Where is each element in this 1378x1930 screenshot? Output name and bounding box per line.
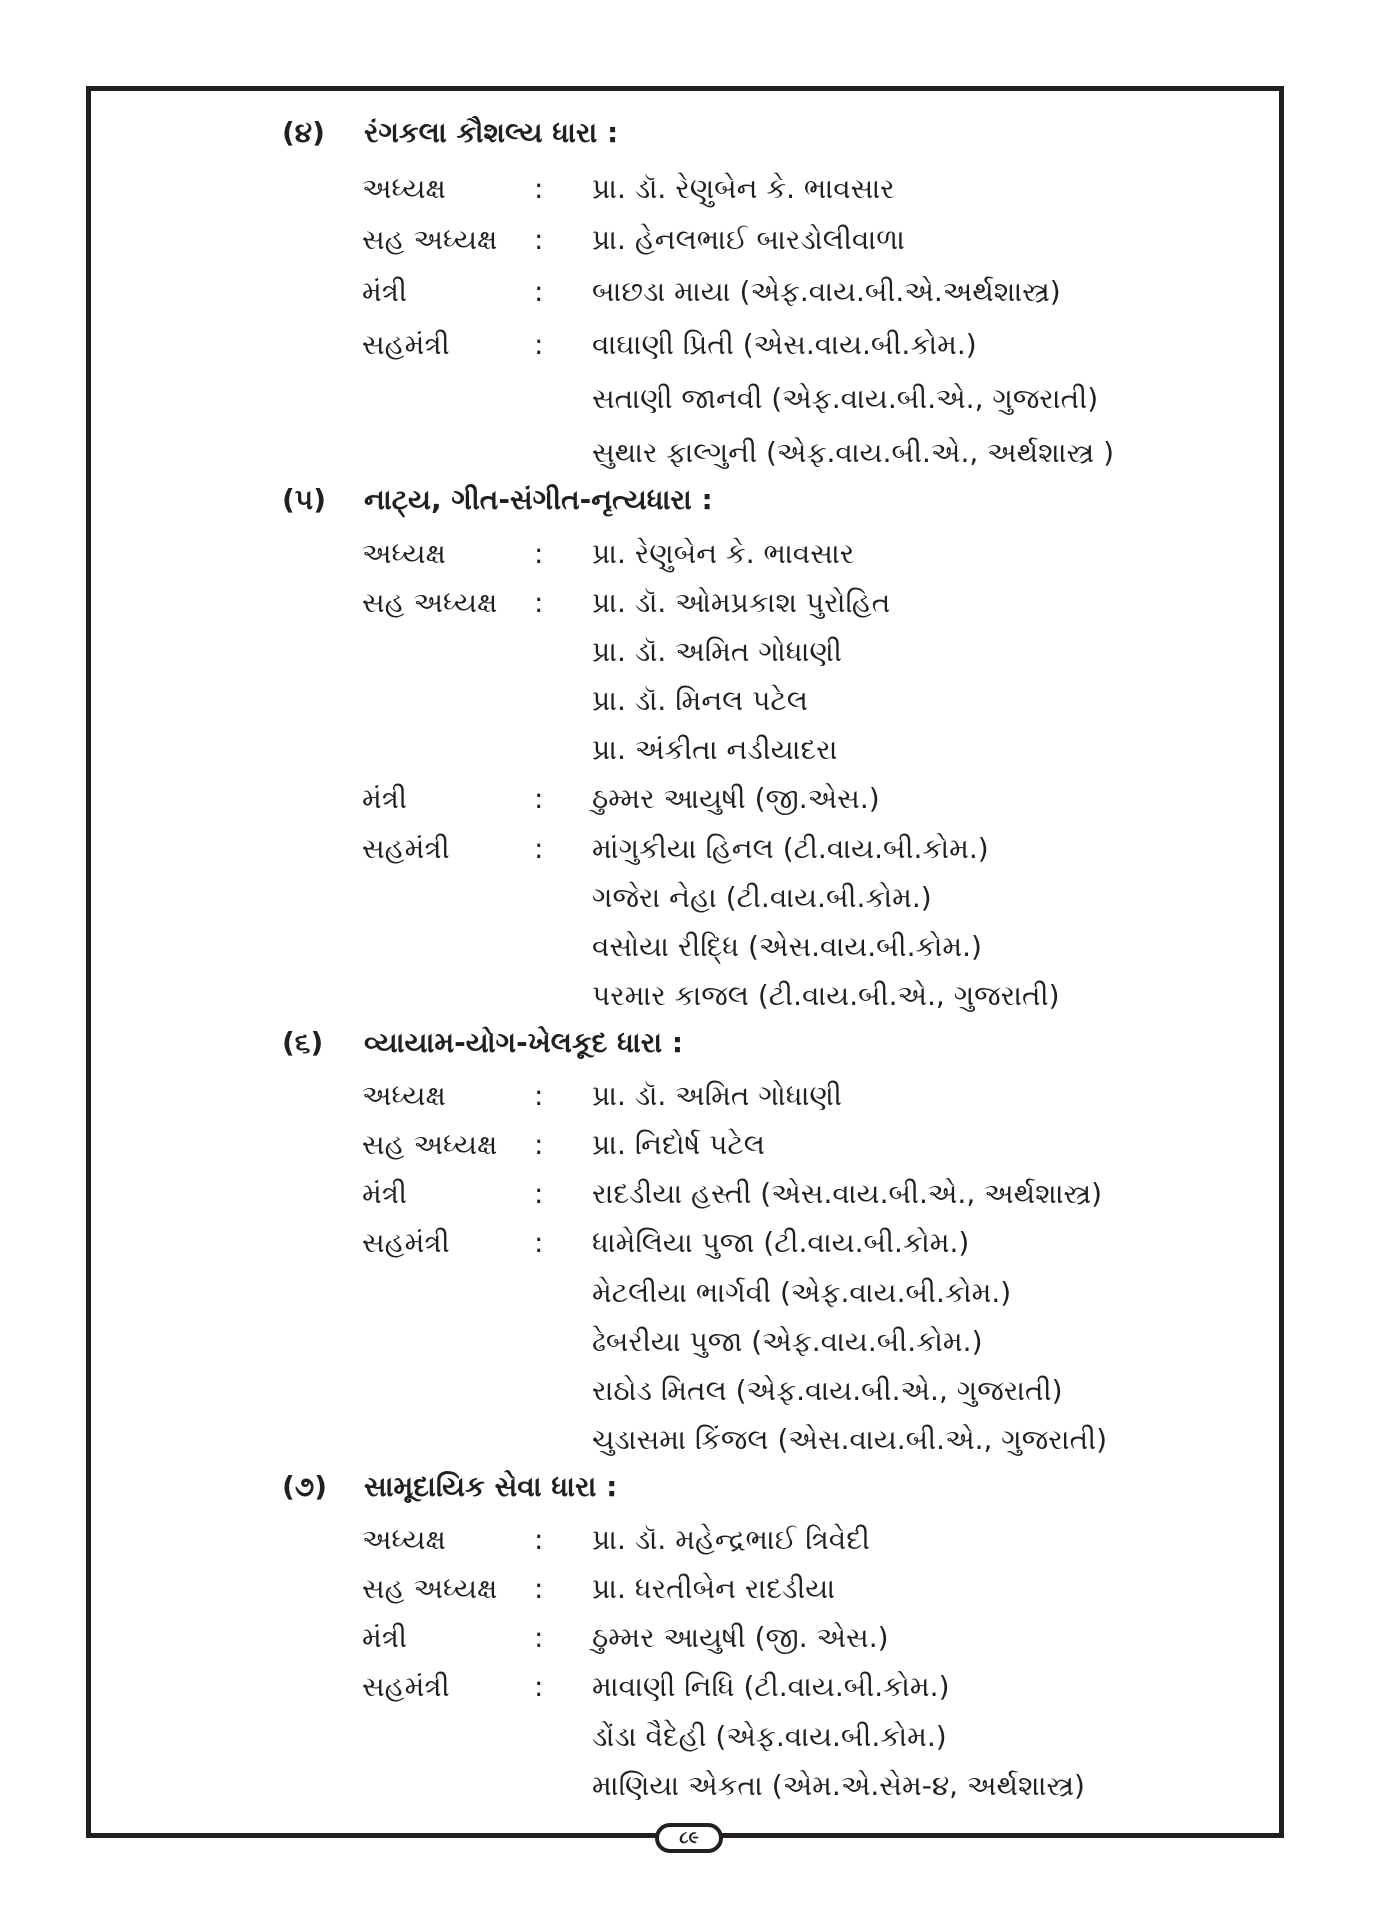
section-title: વ્યાયામ-યોગ-ખેલકૂદ ધારા : bbox=[364, 1026, 684, 1059]
section-number: (૭) bbox=[282, 1470, 328, 1503]
separator-colon: : bbox=[534, 586, 544, 619]
member-row bbox=[362, 1169, 1102, 1218]
member-row bbox=[362, 824, 989, 873]
separator-colon: : bbox=[534, 832, 544, 865]
member-name: ડોંડા વૈદેહી (એફ.વાય.બી.કોમ.) bbox=[592, 1719, 947, 1753]
member-name: ધામેલિયા પુજા (ટી.વાય.બી.કોમ.) bbox=[592, 1225, 970, 1259]
member-name: માંગુકીયા હિનલ (ટી.વાય.બી.કોમ.) bbox=[592, 831, 989, 865]
section-heading bbox=[282, 1462, 617, 1512]
member-row bbox=[362, 1515, 870, 1564]
separator-colon: : bbox=[534, 223, 544, 256]
member-role: અધ્યક્ષ bbox=[362, 1522, 446, 1556]
member-name: પ્રા. ડૉ. મિનલ પટેલ bbox=[592, 683, 808, 717]
member-row bbox=[362, 578, 890, 627]
member-role: સહ અધ્યક્ષ bbox=[362, 585, 498, 619]
member-name: સુથાર ફાલ્ગુની (એફ.વાય.બી.એ., અર્થશાસ્ત્ર ) bbox=[592, 435, 1115, 469]
member-role: સહમંત્રી bbox=[362, 1225, 450, 1259]
member-role: અધ્યક્ષ bbox=[362, 171, 446, 205]
member-row bbox=[362, 1613, 889, 1662]
member-row bbox=[362, 1120, 765, 1169]
separator-colon: : bbox=[534, 1177, 544, 1210]
member-name: માવાણી નિધિ (ટી.વાય.બી.કોમ.) bbox=[592, 1669, 950, 1703]
member-role: મંત્રી bbox=[362, 781, 407, 815]
member-name: પ્રા. ડૉ. અમિત ગોધાણી bbox=[592, 1078, 842, 1112]
separator-colon: : bbox=[534, 1523, 544, 1556]
separator-colon: : bbox=[534, 1572, 544, 1605]
page-number: ૮૯ bbox=[655, 1823, 723, 1853]
section-title: સામૂદાયિક સેવા ધારા : bbox=[364, 1470, 618, 1503]
member-name: ઠુમ્મર આયુષી (જી.એસ.) bbox=[592, 781, 880, 815]
member-name: બાછડા માયા (એફ.વાય.બી.એ.અર્થશાસ્ત્ર) bbox=[592, 274, 1061, 308]
member-row bbox=[362, 374, 1098, 423]
separator-colon: : bbox=[534, 1670, 544, 1703]
member-row bbox=[362, 873, 932, 922]
separator-colon: : bbox=[534, 1128, 544, 1161]
member-name: ઢેબરીયા પુજા (એફ.વાય.બી.કોમ.) bbox=[592, 1324, 983, 1358]
member-row bbox=[362, 1268, 1011, 1317]
member-name: રાઠોડ મિતલ (એફ.વાય.બી.એ., ગુજરાતી) bbox=[592, 1373, 1063, 1407]
section-heading bbox=[282, 475, 713, 525]
member-row bbox=[362, 922, 982, 971]
member-row bbox=[362, 1415, 1107, 1464]
section-number: (૪) bbox=[282, 116, 325, 149]
member-row bbox=[362, 1761, 1085, 1810]
member-role: મંત્રી bbox=[362, 1620, 407, 1654]
separator-colon: : bbox=[534, 537, 544, 570]
member-name: રાદડીયા હસ્તી (એસ.વાય.બી.એ., અર્થશાસ્ત્ર) bbox=[592, 1176, 1103, 1210]
member-role: મંત્રી bbox=[362, 1176, 407, 1210]
member-row bbox=[362, 1662, 950, 1711]
member-role: સહ અધ્યક્ષ bbox=[362, 222, 498, 256]
member-row bbox=[362, 1218, 969, 1267]
member-row bbox=[362, 774, 880, 823]
section-title: નાટ્ય, ગીત-સંગીત-નૃત્યધારા : bbox=[364, 483, 713, 516]
member-name: પ્રા. નિદોર્ષ પટેલ bbox=[592, 1127, 765, 1161]
separator-colon: : bbox=[534, 1079, 544, 1112]
separator-colon: : bbox=[534, 275, 544, 308]
member-row bbox=[362, 1366, 1063, 1415]
member-role: સહ અધ્યક્ષ bbox=[362, 1571, 498, 1605]
member-name: સતાણી જાનવી (એફ.વાય.બી.એ., ગુજરાતી) bbox=[592, 381, 1099, 415]
member-role: સહમંત્રી bbox=[362, 831, 450, 865]
member-row bbox=[362, 164, 895, 213]
section-heading bbox=[282, 108, 618, 158]
member-name: પ્રા. ડૉ. રેણુબેન કે. ભાવસાર bbox=[592, 171, 895, 205]
member-name: ઠુમ્મર આયુષી (જી. એસ.) bbox=[592, 1620, 889, 1654]
member-role: સહમંત્રી bbox=[362, 327, 450, 361]
member-name: પ્રા. ડૉ. ઓમપ્રકાશ પુરોહિત bbox=[592, 585, 891, 619]
member-role: મંત્રી bbox=[362, 274, 407, 308]
separator-colon: : bbox=[534, 1621, 544, 1654]
member-name: માણિયા એકતા (એમ.એ.સેમ-૪, અર્થશાસ્ત્ર) bbox=[592, 1768, 1085, 1802]
member-row bbox=[362, 627, 842, 676]
separator-colon: : bbox=[534, 172, 544, 205]
member-role: અધ્યક્ષ bbox=[362, 1078, 446, 1112]
section-number: (૬) bbox=[282, 1026, 324, 1059]
section-heading bbox=[282, 1018, 683, 1068]
section-title: રંગકલા કૌશલ્ય ધારા : bbox=[364, 116, 619, 149]
member-row bbox=[362, 267, 1061, 316]
member-name: વસોયા રીદ્ધિ (એસ.વાય.બી.કોમ.) bbox=[592, 929, 982, 963]
section-number: (૫) bbox=[282, 483, 326, 516]
member-name: ચુડાસમા કિંજલ (એસ.વાય.બી.એ., ગુજરાતી) bbox=[592, 1422, 1108, 1456]
member-role: સહમંત્રી bbox=[362, 1669, 450, 1703]
member-name: ગજેરા નેહા (ટી.વાય.બી.કોમ.) bbox=[592, 880, 932, 914]
member-row bbox=[362, 676, 808, 725]
member-name: પ્રા. ડૉ. મહેન્દ્રભાઈ ત્રિવેદી bbox=[592, 1522, 870, 1556]
member-name: પરમાર કાજલ (ટી.વાય.બી.એ., ગુજરાતી) bbox=[592, 978, 1060, 1012]
member-row bbox=[362, 725, 838, 774]
member-role: સહ અધ્યક્ષ bbox=[362, 1127, 498, 1161]
member-row bbox=[362, 215, 905, 264]
member-row bbox=[362, 971, 1060, 1020]
member-row bbox=[362, 1317, 983, 1366]
member-name: વાઘાણી પ્રિતી (એસ.વાય.બી.કોમ.) bbox=[592, 327, 977, 361]
member-name: પ્રા. રેણુબેન કે. ભાવસાર bbox=[592, 536, 855, 570]
member-name: મેટલીયા ભાર્ગવી (એફ.વાય.બી.કોમ.) bbox=[592, 1275, 1012, 1309]
member-name: પ્રા. હેનલભાઈ બારડોલીવાળા bbox=[592, 222, 905, 256]
member-row bbox=[362, 320, 977, 369]
member-row bbox=[362, 529, 854, 578]
member-row bbox=[362, 428, 1114, 477]
member-name: પ્રા. અંકીતા નડીયાદરા bbox=[592, 732, 838, 766]
member-name: પ્રા. ડૉ. અમિત ગોધાણી bbox=[592, 634, 842, 668]
member-role: અધ્યક્ષ bbox=[362, 536, 446, 570]
separator-colon: : bbox=[534, 782, 544, 815]
member-row bbox=[362, 1712, 947, 1761]
member-name: પ્રા. ધરતીબેન રાદડીયા bbox=[592, 1571, 836, 1605]
member-row bbox=[362, 1564, 835, 1613]
separator-colon: : bbox=[534, 328, 544, 361]
separator-colon: : bbox=[534, 1226, 544, 1259]
member-row bbox=[362, 1071, 842, 1120]
